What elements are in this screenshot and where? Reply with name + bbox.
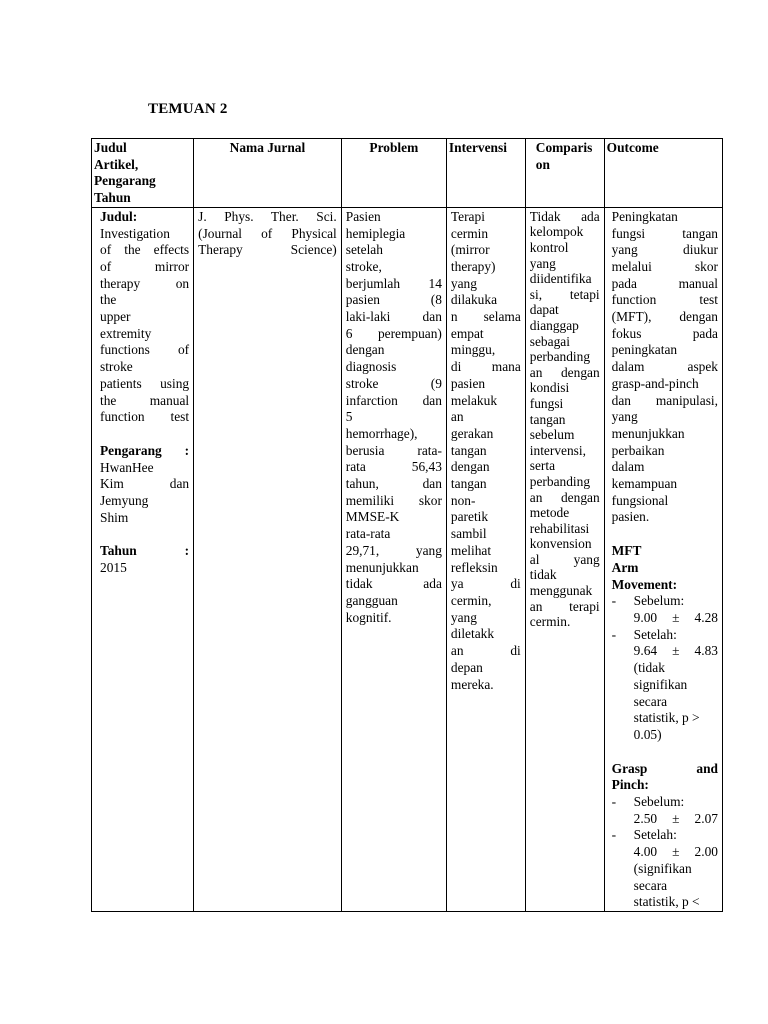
tahun-label-text: Tahun [100,543,137,559]
page-heading: TEMUAN 2 [148,101,228,117]
outcome-line: yang [611,409,638,425]
cell-problem [341,207,446,911]
problem-line: stroke (9 [345,375,442,391]
grasp-list [612,794,718,911]
outcome-line: dalam [611,459,645,475]
outcome-line: pada manual [611,275,718,291]
list-item [634,593,718,626]
outcome-line: melalui skor [611,258,718,274]
comparison-line: fungsi [529,395,564,411]
outcome-line: fungsi tangan [611,225,718,241]
mft-arm-movement-label [612,543,718,593]
outcome-line: dan manipulasi, [611,392,718,408]
intervensi-line: di mana [450,359,521,375]
outcome-line: perbaikan [611,442,665,458]
mft-label-line: Arm [611,559,639,575]
nama-jurnal-line: Therapy Science) [198,242,337,258]
problem-line: tahun, dan [345,476,442,492]
problem-line: setelah [345,242,383,258]
comparison-line: konvension [529,536,592,552]
judul-line: the manual [100,392,190,408]
list-item-line: secara [633,877,668,893]
comparison-line: cermin. [529,614,571,630]
list-item-line: - Sebelum: [633,593,685,609]
intervensi-line: n selama [450,309,521,325]
grasp-label-line: Grasp and [611,760,718,776]
list-item-line: - Setelah: [633,626,677,642]
intervensi-line: dengan [450,459,490,475]
judul-line: upper [100,309,131,325]
intervensi-line: melihat [450,542,492,558]
problem-line: hemorrhage), [345,425,418,441]
problem-line: memiliki skor [345,492,442,508]
comparison-line: tidak [529,567,557,583]
judul-line: the [100,292,117,308]
outcome-line: menunjukkan [611,425,685,441]
header-line: Artikel, [94,156,139,172]
comparison-line: metode [529,505,570,521]
judul-label: Judul: [100,208,138,224]
nama-jurnal-line: J. Phys. Ther. Sci. [198,208,337,224]
outcome-line: Peningkatan [611,208,678,224]
outcome-line: yang diukur [611,242,718,258]
judul-line: function test [100,409,190,425]
intervensi-line: tangan [450,442,487,458]
judul-line: patients using [100,375,190,391]
problem-line: berjumlah 14 [345,275,442,291]
grasp-and-pinch-label [612,761,718,794]
comparison-line: menggunak [529,583,593,599]
comparison-line: si, tetapi [529,286,600,302]
mft-label-line: MFT [611,543,642,559]
outcome-line: pasien. [611,509,650,525]
list-item-line: 9.00 ± 4.28 [633,609,718,625]
comparison-line: perbanding [529,349,591,365]
outcome-line: (MFT), dengan [611,309,718,325]
intervensi-line: empat [450,325,484,341]
problem-line: diagnosis [345,359,397,375]
problem-line: gangguan [345,592,398,608]
judul-line: stroke [100,359,133,375]
pengarang-colon: : [184,442,190,458]
judul-line: functions of [100,342,190,358]
header-comparison [525,139,604,208]
header-line: Comparis [535,140,593,155]
intervensi-line: depan [450,659,483,675]
comparison-line: kontrol [529,240,569,255]
intervensi-line: diletakk [450,626,495,642]
list-item [634,794,718,827]
comparison-line: an terapi [529,598,600,614]
intervensi-line: an di [450,643,521,659]
list-item [634,627,718,744]
header-intervensi: Intervensi [446,139,525,208]
intervensi-line: therapy) [450,258,496,274]
problem-line: tidak ada [345,576,442,592]
problem-line: dengan [345,342,385,358]
judul-text [100,226,189,426]
list-item-line: signifikan [633,676,688,692]
comparison-line: an dengan [529,364,600,380]
problem-line: kognitif. [345,609,392,625]
problem-line: rata-rata [345,526,391,542]
intervensi-line: pasien [450,375,486,391]
comparison-line: sebagai [529,333,570,349]
problem-line: menunjukkan [345,559,419,575]
comparison-line: kondisi [529,380,570,396]
comparison-line: perbanding [529,473,591,489]
comparison-line: tangan [529,411,566,427]
list-item-line: (tidak [633,660,665,676]
problem-line: stroke, [345,258,382,274]
table-row [92,207,723,911]
list-item-line: (signifikan [633,860,692,876]
comparison-line: yang [529,255,556,271]
list-item-line: - Setelah: [633,827,677,843]
comparison-line: serta [529,458,556,474]
cell-outcome [604,207,722,911]
tahun-label [100,543,189,560]
comparison-line: kelompok [529,224,584,240]
intervensi-line: tangan [450,476,487,492]
judul-line: therapy on [100,275,190,291]
list-item-line: 4.00 ± 2.00 [633,844,718,860]
mft-list [612,593,718,743]
mft-label-line: Movement: [611,576,678,592]
outcome-line: dalam aspek [611,359,718,375]
pengarang-line: Shim [100,509,129,525]
pengarang-label-text: Pengarang [100,442,162,458]
intervensi-text [451,209,521,693]
list-item-line: secara [633,693,668,709]
header-problem: Problem [341,139,446,208]
header-outcome: Outcome [604,139,722,208]
problem-line: rata 56,43 [345,459,442,475]
intervensi-line: cermin [450,225,489,241]
cell-judul [92,207,194,911]
table-header-row [92,139,723,208]
problem-line: 5 [345,409,353,425]
intervensi-line: non- [450,492,476,508]
outcome-line: grasp-and-pinch [611,375,699,391]
problem-line: berusia rata- [345,442,442,458]
comparison-line: an dengan [529,489,600,505]
nama-jurnal-line: (Journal of Physical [198,225,337,241]
judul-line: extremity [100,325,152,341]
findings-table [91,138,723,912]
pengarang-line: Kim dan [100,476,190,492]
pengarang-text [100,460,189,527]
header-judul-artikel [92,139,194,208]
problem-line: infarction dan [345,392,442,408]
problem-line: MMSE-K [345,509,400,525]
comparison-line: Tidak ada [529,208,600,224]
intervensi-line: sambil [450,526,487,542]
comparison-line: dianggap [529,317,579,333]
outcome-line: fokus pada [611,325,718,341]
intervensi-line: yang [450,609,477,625]
cell-comparison [525,207,604,911]
header-line: on [535,156,550,172]
list-item-line: statistik, p > [633,710,700,726]
intervensi-line: paretik [450,509,489,525]
outcome-line: peningkatan [611,342,678,358]
header-line: Judul [94,140,127,155]
list-item-line: statistik, p < [633,894,700,910]
intervensi-line: gerakan [450,425,494,441]
intervensi-line: refleksin [450,559,498,575]
outcome-intro-text [612,209,718,526]
list-item-line: - Sebelum: [633,794,685,810]
intervensi-line: (mirror [450,242,490,258]
problem-line: laki-laki dan [345,309,442,325]
list-item-line: 9.64 ± 4.83 [633,643,718,659]
list-item [634,827,718,911]
intervensi-line: cermin, [450,592,492,608]
problem-line: Pasien [345,208,381,224]
problem-text [346,209,442,627]
pengarang-label [100,443,189,460]
intervensi-line: melakuk [450,392,498,408]
judul-line: Investigation [100,225,170,241]
intervensi-line: mereka. [450,676,494,692]
intervensi-line: yang [450,275,477,291]
comparison-line: sebelum [529,427,575,443]
comparison-line: al yang [529,551,600,567]
intervensi-line: an [450,409,464,425]
problem-line: 6 perempuan) [345,325,442,341]
comparison-line: intervensi, [529,442,586,458]
list-item-line: 2.50 ± 2.07 [633,810,718,826]
pengarang-line: Jemyung [100,493,149,509]
intervensi-line: ya di [450,576,521,592]
grasp-label-line: Pinch: [611,777,649,793]
tahun-value: 2015 [100,560,127,576]
list-item-line: 0.05) [633,726,662,742]
judul-line: of mirror [100,258,190,274]
outcome-line: function test [611,292,718,308]
header-line: Tahun [94,190,131,206]
intervensi-line: dilakuka [450,292,498,308]
nama-jurnal-text [198,209,337,259]
comparison-line: dapat [529,302,559,318]
problem-line: hemiplegia [345,225,406,241]
intervensi-line: Terapi [450,208,485,224]
header-line: Pengarang [94,173,156,189]
comparison-line: diidentifika [529,271,592,287]
outcome-line: kemampuan [611,476,678,492]
comparison-line: rehabilitasi [529,520,590,536]
outcome-line: fungsional [611,492,669,508]
judul-line: of the effects [100,242,190,258]
pengarang-line: HwanHee [100,459,154,475]
problem-line: pasien (8 [345,292,442,308]
intervensi-line: minggu, [450,342,496,358]
cell-nama-jurnal [194,207,342,911]
cell-intervensi [446,207,525,911]
tahun-colon: : [184,543,190,559]
problem-line: 29,71, yang [345,542,442,558]
comparison-text [530,209,600,630]
header-nama-jurnal: Nama Jurnal [194,139,342,208]
